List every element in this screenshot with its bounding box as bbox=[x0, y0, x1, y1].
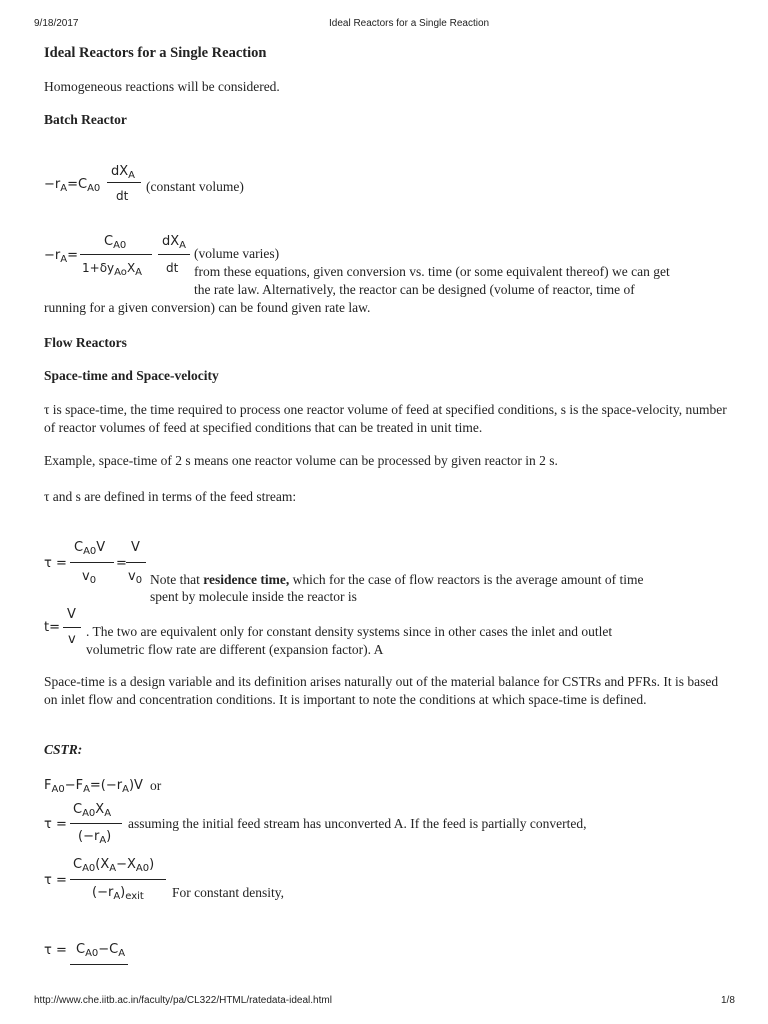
page-title: Ideal Reactors for a Single Reaction bbox=[44, 45, 267, 61]
example-text: Example, space-time of 2 s means one reactor volume can be processed by given reactor in 2 s. bbox=[44, 453, 558, 468]
space-time-heading: Space-time and Space-velocity bbox=[44, 368, 219, 383]
constant-density-text: For constant density, bbox=[172, 885, 284, 900]
batch-text-line1: from these equations, given conversion vs. time (or some equivalent thereof) we can get bbox=[194, 264, 670, 279]
constant-volume-label: (constant volume) bbox=[146, 179, 244, 194]
flow-reactors-heading: Flow Reactors bbox=[44, 335, 127, 350]
feed-stream-text: τ and s are defined in terms of the feed stream: bbox=[44, 489, 297, 504]
cstr-or-text: or bbox=[150, 778, 162, 793]
batch-reactor-heading: Batch Reactor bbox=[44, 112, 127, 127]
assuming-text: assuming the initial feed stream has unconverted A. If the feed is partially converted, bbox=[128, 816, 587, 831]
intro-text: Homogeneous reactions will be considered. bbox=[44, 79, 280, 94]
volume-varies-label: (volume varies) bbox=[194, 246, 280, 261]
print-page-title: Ideal Reactors for a Single Reaction bbox=[329, 18, 490, 29]
space-time-definition: τ is space-time, the time required to process one reactor volume of feed at specified conditions, s is the space-velocity, number of reactor volumes of feed at specified conditions that can be treated in unit time. bbox=[44, 402, 727, 435]
design-variable-text: Space-time is a design variable and its definition arises naturally out of the material balance for CSTRs and PFRs. It is based on inlet flow and concentration conditions. It is important to note the conditions at which space-time is defined. bbox=[44, 674, 719, 707]
batch-text-line2: the rate law. Alternatively, the reactor can be designed (volume of reactor, time of bbox=[194, 282, 635, 297]
equivalence-text-line1: . The two are equivalent only for constant density systems since in other cases the inlet and outlet bbox=[86, 624, 613, 639]
print-page-number: 1/8 bbox=[721, 995, 735, 1006]
residence-note-line2: spent by molecule inside the reactor is bbox=[150, 589, 357, 604]
print-date: 9/18/2017 bbox=[34, 18, 79, 29]
cstr-heading: CSTR: bbox=[44, 742, 83, 757]
print-url: http://www.che.iitb.ac.in/faculty/pa/CL322/HTML/ratedata-ideal.html bbox=[34, 995, 332, 1006]
residence-note-line1: Note that residence time, which for the case of flow reactors is the average amount of time bbox=[150, 572, 644, 587]
equivalence-text-line2: volumetric flow rate are different (expansion factor). A bbox=[86, 642, 384, 657]
batch-text-line3: running for a given conversion) can be found given rate law. bbox=[44, 300, 371, 315]
